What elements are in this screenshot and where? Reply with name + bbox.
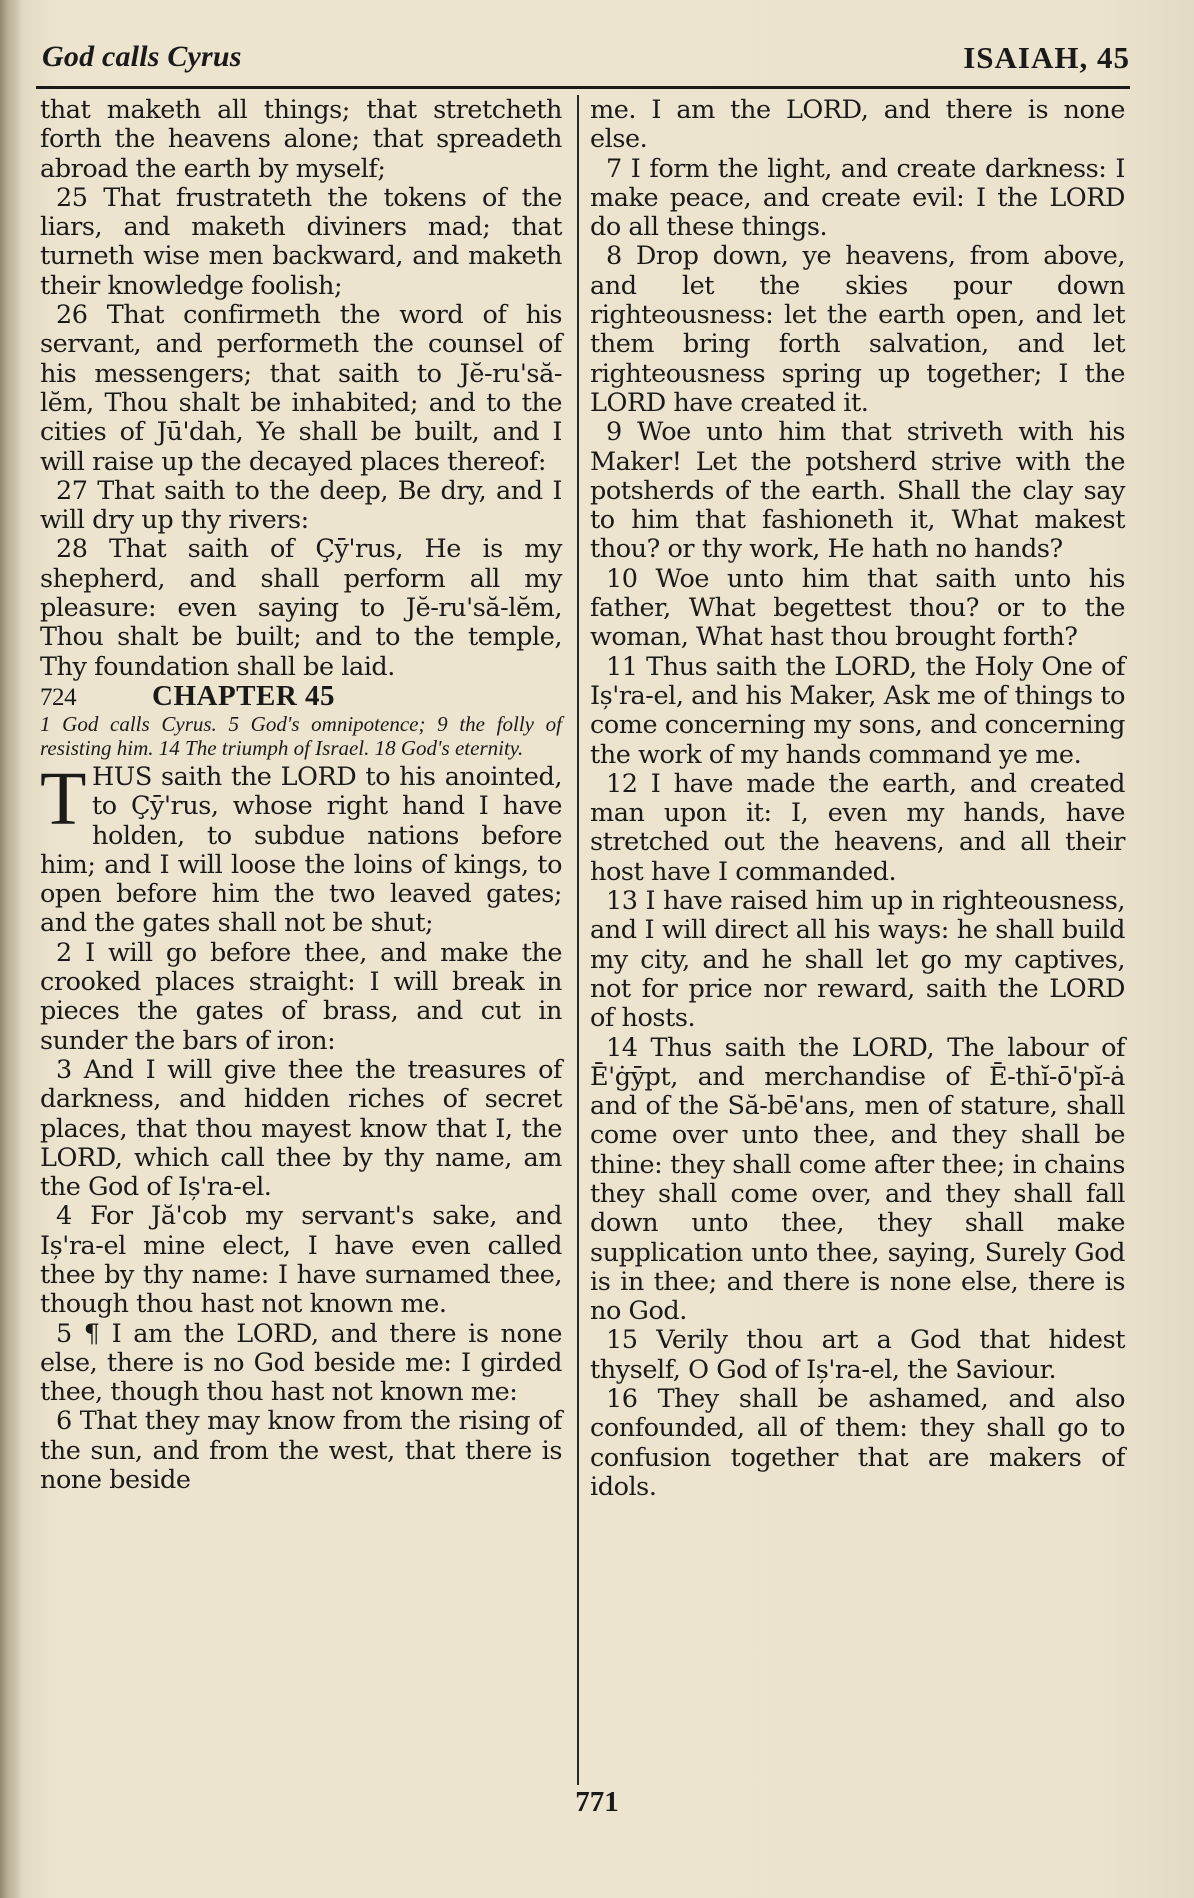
- verse-13: 13 I have raised him up in righteousness, and I will direct all his ways: he shall build my city, and he shall let go my captives, not for price nor reward, saith the LORD of hosts.: [590, 886, 1125, 1034]
- verse-7: 7 I form the light, and create darkness: I make peace, and create evil: I the LORD do all these things.: [590, 153, 1125, 243]
- binding-shadow: [0, 0, 22, 1898]
- verse-4: 4 For Jă'cob my servant's sake, and Iș'ra-el mine elect, I have even called thee by thy name: I have surnamed thee, though thou hast not known me.: [40, 1201, 562, 1320]
- verse-1: [40, 756, 562, 939]
- book-chapter-reference: ISAIAH, 45: [963, 40, 1130, 75]
- chapter-heading: [40, 679, 562, 712]
- verse-26: 26 That confirmeth the word of his servant, and performeth the counsel of his messengers; that saith to Jĕ-ru'să-lĕm, Thou shalt be inhabited; and to the cities of Jū'dah, Ye shall be built, and I will raise up the decayed places thereof:: [40, 300, 562, 477]
- verse-2: 2 I will go before thee, and make the crooked places straight: I will break in pieces the gates of brass, and cut in sunder the bars of iron:: [40, 937, 562, 1056]
- verse-5: 5 ¶ I am the LORD, and there is none else, there is no God beside me: I girded thee, though thou hast not known me:: [40, 1318, 562, 1408]
- right-column: [590, 96, 1125, 1502]
- verse-27: 27 That saith to the deep, Be dry, and I will dry up thy rivers:: [40, 475, 562, 536]
- verse-8: 8 Drop down, ye heavens, from above, and let the skies pour down righteousness: let the earth open, and let them bring forth salvation, and let righteousness spring up together; I the LORD have created it.: [590, 241, 1125, 418]
- left-column: [40, 96, 562, 1495]
- verse-6: 6 That they may know from the rising of the sun, and from the west, that there is none beside: [40, 1406, 562, 1496]
- chapter-summary: 1 God calls Cyrus. 5 God's omnipotence; 9 the folly of resisting him. 14 The triumph of Israel. 18 God's eternity.: [40, 711, 562, 761]
- page-number: 771: [575, 1786, 619, 1818]
- verse-10: 10 Woe unto him that saith unto his father, What begettest thou? or to the woman, What hast thou brought forth?: [590, 563, 1125, 653]
- verse-14: 14 Thus saith the LORD, The labour of Ē'ġȳpt, and merchandise of Ē-thĭ-ō'pĭ-ȧ and of the Să-bē'ans, men of stature, shall come over unto thee, and they shall be thine: they shall come after thee; in chains they shall come over, and they shall fall down unto thee, they shall make supplication unto thee, saying, Surely God is in thee; and there is none else, there is no God.: [590, 1032, 1125, 1327]
- verse-24-continuation: that maketh all things; that stretcheth forth the heavens alone; that spreadeth abroad the earth by myself;: [40, 95, 562, 184]
- verse-9: 9 Woe unto him that striveth with his Maker! Let the potsherd strive with the potsherds of the earth. Shall the clay say to him that fashioneth it, What makest thou? or thy work, He hath no hands?: [590, 417, 1125, 565]
- verse-3: 3 And I will give thee the treasures of darkness, and hidden riches of secret places, that thou mayest know that I, the LORD, which call thee by thy name, am the God of Iș'ra-el.: [40, 1054, 562, 1203]
- drop-cap: T: [40, 756, 86, 841]
- verse-6-continuation: me. I am the LORD, and there is none else.: [590, 95, 1125, 155]
- column-divider: [577, 95, 579, 1785]
- verse-25: 25 That frustrateth the tokens of the liars, and maketh diviners mad; that turneth wise men backward, and maketh their knowledge foolish;: [40, 182, 562, 301]
- chapter-number-ref: 724: [40, 683, 77, 711]
- verse-16: 16 They shall be ashamed, and also confounded, all of them: they shall go to confusion together that are makers of idols.: [590, 1384, 1125, 1502]
- verse-15: 15 Verily thou art a God that hidest thyself, O God of Iș'ra-el, the Saviour.: [590, 1325, 1125, 1385]
- running-head: God calls Cyrus: [42, 40, 242, 73]
- verse-12: 12 I have made the earth, and created man upon it: I, even my hands, have stretched out the heavens, and all their host have I commanded.: [590, 768, 1125, 887]
- verse-28: 28 That saith of Çȳ'rus, He is my shepherd, and shall perform all my pleasure: even saying to Jĕ-ru'să-lĕm, Thou shalt be built; and to the temple, Thy foundation shall be laid.: [40, 534, 562, 682]
- header-rule: [36, 86, 1130, 89]
- verse-11: 11 Thus saith the LORD, the Holy One of Iș'ra-el, and his Maker, Ask me of things to come concerning my sons, and concerning the work of my hands command ye me.: [590, 651, 1125, 770]
- verse-1-text: HUS saith the LORD to his anointed, to Çȳ'rus, whose right hand I have holden, to subdue nations before him; and I will loose the loins of kings, to open before him the two leaved gates; and the gates shall not be shut;: [40, 761, 562, 939]
- page-header: [42, 40, 1130, 84]
- chapter-title: CHAPTER 45: [152, 679, 336, 712]
